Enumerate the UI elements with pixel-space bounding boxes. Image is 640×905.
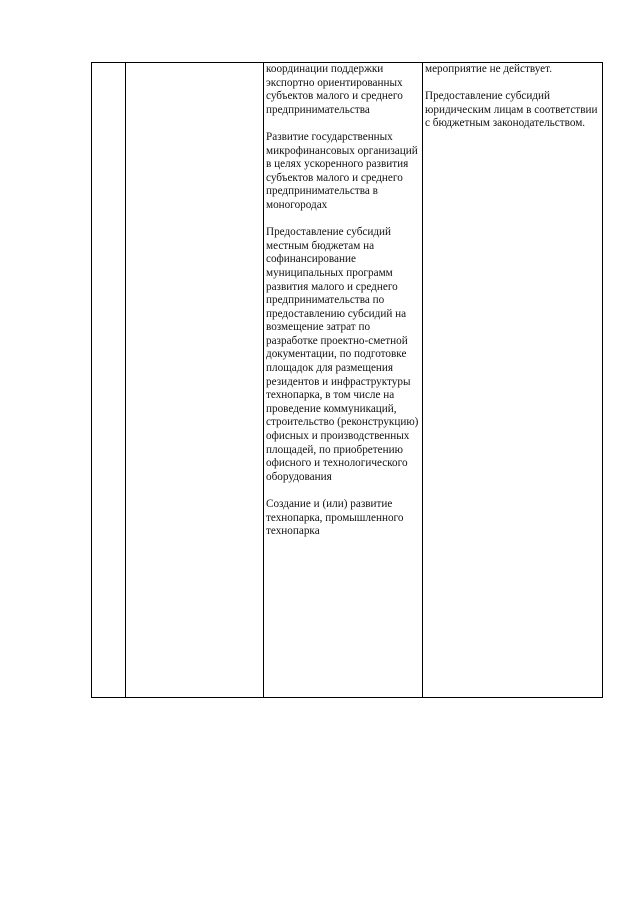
cell-measures: [264, 63, 423, 698]
document-table: [91, 62, 603, 698]
status-paragraph: мероприятие не действует.: [425, 63, 552, 75]
table-row: [92, 63, 603, 698]
measure-paragraph: Создание и (или) развитие технопарка, промышленного технопарка: [266, 498, 404, 538]
cell-name: [126, 63, 264, 698]
measure-paragraph: Развитие государственных микрофинансовых организаций в целях ускоренного развития субъектов малого и среднего предпринимательства в моногородах: [266, 130, 418, 211]
measure-paragraph: координации поддержки экспортно ориентированных субъектов малого и среднего предпринимательства: [266, 63, 403, 116]
cell-status: [423, 63, 603, 698]
status-paragraph: Предоставление субсидий юридическим лицам в соответствии с бюджетным законодательством.: [425, 90, 598, 130]
measure-paragraph: Предоставление субсидий местным бюджетам на софинансирование муниципальных программ развития малого и среднего предпринимательства по предоставлению субсидий на возмещение затрат по разработке проектно-сметной документации, по подготовке площадок для размещения резидентов и инфраструктуры технопарка, в том числе на проведение коммуникаций, строительство (реконструкцию) офисных и производственных площадей, по приобретению офисного и технологического оборудования: [266, 226, 419, 483]
cell-number: [92, 63, 126, 698]
